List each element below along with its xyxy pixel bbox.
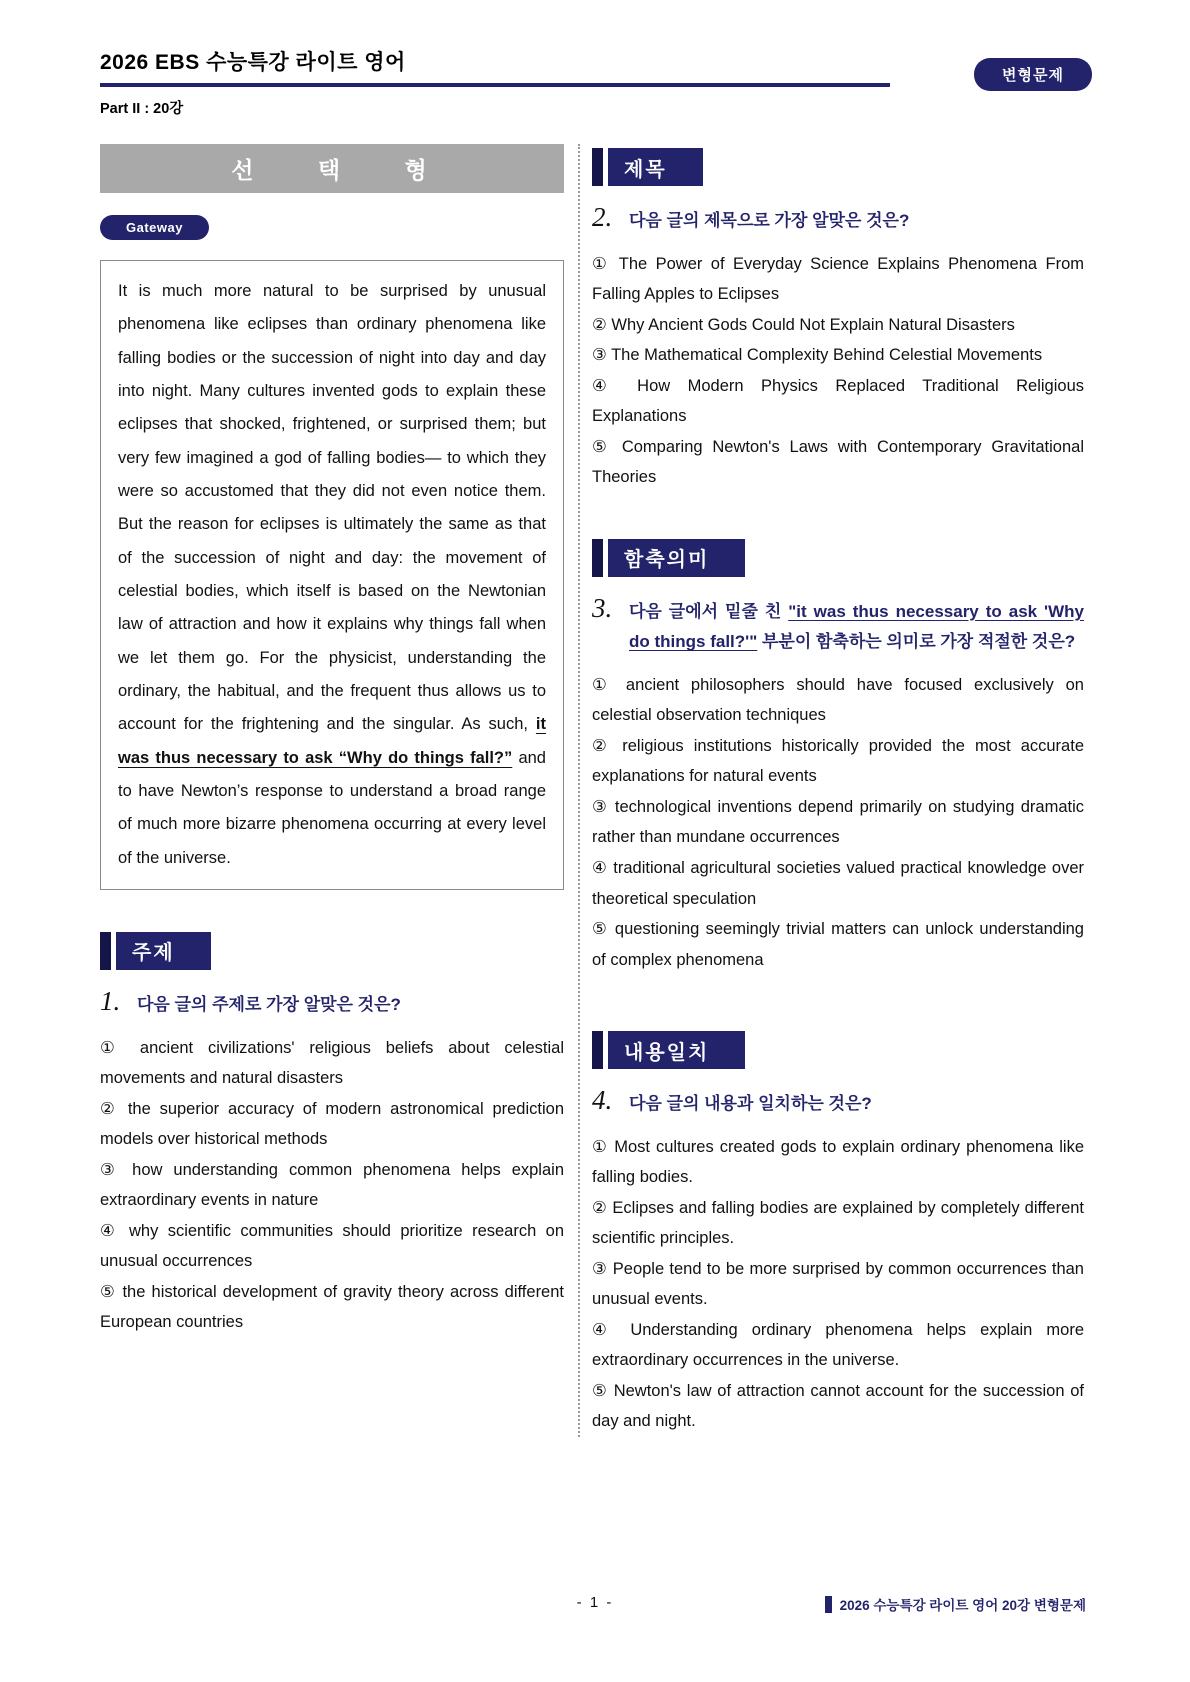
option-marker: ③	[592, 797, 609, 816]
answer-option	[592, 310, 1084, 341]
answer-option	[592, 249, 1084, 310]
section-accent-bar	[592, 539, 603, 577]
option-marker: ①	[592, 1137, 609, 1156]
gateway-badge: Gateway	[100, 215, 209, 240]
answer-option	[592, 792, 1084, 853]
answer-option	[100, 1155, 564, 1216]
answer-option	[100, 1216, 564, 1277]
footer-tag-label: 2026 수능특강 라이트 영어 20강 변형문제	[839, 1598, 1086, 1613]
section-title: 주제	[116, 932, 211, 970]
right-column	[592, 144, 1084, 1437]
left-column	[100, 144, 564, 1338]
option-marker: ③	[100, 1160, 122, 1179]
section-header-topic	[100, 932, 564, 970]
section-header-title	[592, 148, 1084, 186]
answer-option	[100, 1277, 564, 1338]
option-marker: ⑤	[100, 1282, 117, 1301]
prompt-text: 부분이 함축하는 의미로 가장 적절한 것은?	[757, 632, 1076, 652]
prompt-underline: "it was thus necessary to ask 'Why do things fall?'"	[629, 601, 1084, 652]
answer-options	[592, 670, 1084, 975]
option-marker: ①	[592, 254, 611, 273]
option-text: ancient philosophers should have focused exclusively on celestial observation techniques	[592, 675, 1084, 725]
answer-option	[592, 1132, 1084, 1193]
page-footer	[0, 1594, 1190, 1614]
question-prompt	[629, 593, 1084, 658]
option-text: the historical development of gravity theory across different European countries	[100, 1282, 564, 1332]
option-text: How Modern Physics Replaced Traditional Religious Explanations	[592, 376, 1084, 426]
option-marker: ②	[592, 736, 613, 755]
option-marker: ①	[592, 675, 615, 694]
option-marker: ⑤	[592, 920, 609, 939]
option-text: Why Ancient Gods Could Not Explain Natural Disasters	[611, 315, 1015, 334]
answer-option	[592, 432, 1084, 493]
title-underline	[100, 83, 890, 87]
answer-option	[592, 340, 1084, 371]
section-accent-bar	[592, 1031, 603, 1069]
answer-option	[592, 914, 1084, 975]
answer-option	[100, 1094, 564, 1155]
option-marker: ④	[592, 376, 620, 395]
option-text: traditional agricultural societies valued practical knowledge over theoretical speculation	[592, 859, 1085, 908]
option-marker: ②	[592, 1198, 608, 1217]
option-text: Understanding ordinary phenomena helps explain more extraordinary occurrences in the universe.	[592, 1320, 1084, 1370]
option-text: ancient civilizations' religious beliefs about celestial movements and natural disasters	[100, 1038, 565, 1088]
variant-badge: 변형문제	[974, 58, 1092, 91]
section-title: 내용일치	[608, 1031, 745, 1069]
option-text: The Mathematical Complexity Behind Celestial Movements	[611, 346, 1043, 365]
footer-tag	[825, 1594, 1086, 1614]
section-header-implication	[592, 539, 1084, 577]
passage-text-after: and to have Newton’s response to understand a broad range of much more bizarre phenomena occurring at every level of the universe.	[118, 748, 546, 867]
section-accent-bar	[100, 932, 111, 970]
option-text: Comparing Newton's Laws with Contemporary Gravitational Theories	[592, 437, 1084, 487]
option-text: why scientific communities should prioritize research on unusual occurrences	[100, 1221, 565, 1271]
option-text: Most cultures created gods to explain ordinary phenomena like falling bodies.	[592, 1137, 1085, 1187]
question-1	[100, 986, 564, 1021]
answer-option	[592, 371, 1084, 432]
answer-option	[592, 1315, 1084, 1376]
part-label: Part II : 20강	[100, 101, 184, 117]
prompt-text: 다음 글에서 밑줄 친	[629, 601, 789, 621]
option-text: People tend to be more surprised by common occurrences than unusual events.	[592, 1259, 1084, 1309]
option-marker: ④	[100, 1221, 120, 1240]
passage-box	[100, 260, 564, 890]
question-number: 1.	[100, 985, 121, 1016]
footer-bar-icon	[825, 1596, 832, 1613]
question-number: 2.	[592, 202, 613, 232]
option-marker: ④	[592, 859, 608, 877]
two-column-body	[100, 144, 1084, 1437]
question-3	[592, 593, 1084, 658]
section-title: 함축의미	[608, 539, 745, 577]
question-4	[592, 1085, 1084, 1120]
column-divider	[578, 144, 580, 1437]
question-number: 4.	[592, 1085, 613, 1116]
answer-options	[592, 1132, 1084, 1437]
option-text: questioning seemingly trivial matters can unlock understanding of complex phenomena	[592, 920, 1084, 969]
option-marker: ②	[592, 315, 607, 334]
option-text: religious institutions historically provided the most accurate explanations for natural events	[592, 736, 1084, 786]
question-number: 3.	[592, 592, 613, 623]
section-header-content-match	[592, 1031, 1084, 1069]
option-marker: ⑤	[592, 1381, 608, 1400]
selection-type-banner: 선 택 형	[100, 144, 564, 193]
answer-option	[592, 731, 1084, 792]
section-accent-bar	[592, 148, 603, 186]
answer-option	[592, 670, 1084, 731]
answer-option	[592, 1376, 1084, 1437]
option-text: technological inventions depend primarily on studying dramatic rather than mundane occurrences	[592, 797, 1084, 847]
question-prompt: 다음 글의 내용과 일치하는 것은?	[629, 1094, 872, 1114]
option-marker: ⑤	[592, 437, 613, 456]
answer-options	[592, 249, 1084, 493]
passage-highlight: it was thus necessary to ask “Why do things fall?”	[118, 715, 546, 767]
option-text: Newton's law of attraction cannot account for the succession of day and night.	[592, 1381, 1084, 1431]
section-title: 제목	[608, 148, 703, 186]
option-text: how understanding common phenomena helps explain extraordinary events in nature	[100, 1160, 564, 1210]
question-prompt: 다음 글의 주제로 가장 알맞은 것은?	[137, 994, 401, 1014]
answer-option	[592, 853, 1084, 914]
page-number: - 1 -	[576, 1594, 614, 1611]
option-text: the superior accuracy of modern astronomical prediction models over historical methods	[100, 1099, 564, 1149]
passage-text-before: It is much more natural to be surprised by unusual phenomena like eclipses than ordinary phenomena like falling bodies or the succession of night into day and day into night. Many cultures invented gods to explain these eclipses that shocked, frightened, or surprised them; but very few imagined a god of falling bodies— to which they were so accustomed that they did not even notice them. But the reason for eclipses is ultimately the same as that of the succession of night and day: the movement of celestial bodies, which itself is based on the Newtonian law of attraction and how it explains why things fall when we let them go. For the physicist, understanding the ordinary, the habitual, and the frequent thus allows us to account for the frightening and the singular. As such,	[118, 282, 546, 734]
option-marker: ④	[592, 1320, 617, 1339]
option-text: The Power of Everyday Science Explains Phenomena From Falling Apples to Eclipses	[592, 254, 1084, 304]
page-header	[100, 46, 1084, 118]
doc-title: 2026 EBS 수능특강 라이트 영어	[100, 51, 406, 74]
answer-option	[592, 1254, 1084, 1315]
answer-option	[592, 1193, 1084, 1254]
option-marker: ②	[100, 1099, 120, 1118]
option-marker: ③	[592, 1259, 608, 1278]
question-2	[592, 202, 1084, 237]
option-marker: ①	[100, 1038, 126, 1057]
option-text: Eclipses and falling bodies are explained by completely different scientific principles.	[592, 1198, 1085, 1248]
question-prompt: 다음 글의 제목으로 가장 알맞은 것은?	[629, 211, 910, 230]
answer-options	[100, 1033, 564, 1338]
answer-option	[100, 1033, 564, 1094]
option-marker: ③	[592, 346, 607, 365]
